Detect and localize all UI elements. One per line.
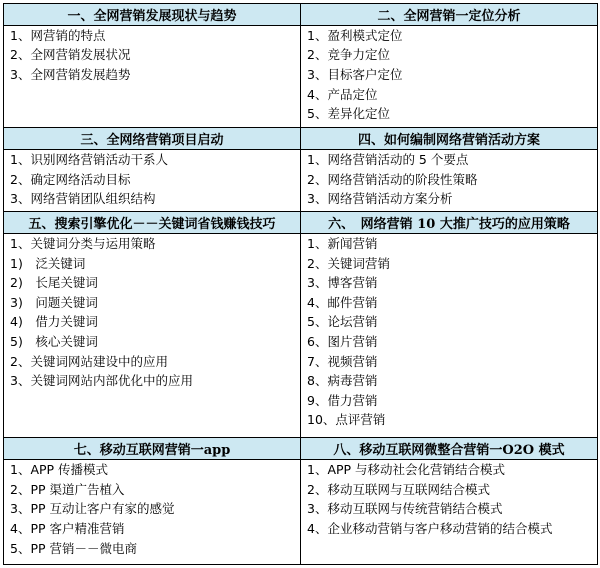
list-item: 2、全网营销发展状况 bbox=[10, 47, 131, 63]
section-content bbox=[301, 150, 598, 212]
course-outline-table bbox=[3, 3, 598, 565]
list-item: 1、新闻营销 bbox=[307, 236, 378, 252]
section-content bbox=[301, 25, 598, 128]
section-content bbox=[301, 460, 598, 565]
list-item: 1) 泛关键词 bbox=[10, 255, 86, 271]
list-item: 4、企业移动营销与客户移动营销的结合模式 bbox=[307, 520, 553, 536]
list-item: 4、邮件营销 bbox=[307, 294, 378, 310]
list-item: 3、全网营销发展趋势 bbox=[10, 66, 131, 82]
list-item: 3、PP 互动让客户有家的感觉 bbox=[10, 501, 175, 517]
header-row bbox=[4, 4, 598, 26]
list-item: 4、产品定位 bbox=[307, 86, 378, 102]
list-item: 7、视频营销 bbox=[307, 353, 378, 369]
list-item: 2、关键词网站建设中的应用 bbox=[10, 353, 168, 369]
list-item: 10、点评营销 bbox=[307, 412, 386, 428]
content-row bbox=[4, 460, 598, 565]
section-title: 四、如何编制网络营销活动方案 bbox=[301, 128, 598, 150]
section-title: 七、移动互联网营销一app bbox=[4, 438, 301, 460]
section-title: 二、全网营销一定位分析 bbox=[301, 4, 598, 26]
list-item: 3、博客营销 bbox=[307, 275, 378, 291]
list-item: 2、关键词营销 bbox=[307, 255, 390, 271]
list-item: 8、病毒营销 bbox=[307, 373, 378, 389]
list-item: 5、论坛营销 bbox=[307, 314, 378, 330]
list-item: 1、APP 与移动社会化营销结合模式 bbox=[307, 462, 506, 478]
list-item: 2、确定网络活动目标 bbox=[10, 171, 131, 187]
section-title: 一、全网营销发展现状与趋势 bbox=[4, 4, 301, 26]
section-content bbox=[4, 460, 301, 565]
header-row bbox=[4, 438, 598, 460]
section-title: 五、搜索引擎优化－－关键词省钱赚钱技巧 bbox=[4, 212, 301, 234]
content-row bbox=[4, 25, 598, 128]
list-item: 1、APP 传播模式 bbox=[10, 462, 109, 478]
content-row bbox=[4, 234, 598, 438]
list-item: 6、图片营销 bbox=[307, 334, 378, 350]
list-item: 3) 问题关键词 bbox=[10, 294, 98, 310]
list-item: 2、竞争力定位 bbox=[307, 47, 390, 63]
list-item: 2、移动互联网与互联网结合模式 bbox=[307, 481, 490, 497]
list-item: 2、网络营销活动的阶段性策略 bbox=[307, 171, 478, 187]
section-content bbox=[4, 25, 301, 128]
list-item: 1、关键词分类与运用策略 bbox=[10, 236, 156, 252]
list-item: 3、目标客户定位 bbox=[307, 66, 403, 82]
list-item: 1、网营销的特点 bbox=[10, 27, 106, 43]
list-item: 5) 核心关键词 bbox=[10, 334, 98, 350]
list-item: 5、差异化定位 bbox=[307, 106, 390, 122]
list-item: 1、网络营销活动的 5 个要点 bbox=[307, 152, 469, 168]
list-item: 1、识别网络营销活动干系人 bbox=[10, 152, 168, 168]
list-item: 2) 长尾关键词 bbox=[10, 275, 98, 291]
content-row bbox=[4, 150, 598, 212]
list-item: 3、移动互联网与传统营销结合模式 bbox=[307, 501, 503, 517]
list-item: 2、PP 渠道广告植入 bbox=[10, 481, 125, 497]
list-item: 9、借力营销 bbox=[307, 392, 378, 408]
list-item: 1、盈利模式定位 bbox=[307, 27, 403, 43]
section-content bbox=[301, 234, 598, 438]
list-item: 3、网络营销活动方案分析 bbox=[307, 191, 453, 207]
section-title: 六、 网络营销 10 大推广技巧的应用策略 bbox=[301, 212, 598, 234]
header-row bbox=[4, 212, 598, 234]
list-item: 3、网络营销团队组织结构 bbox=[10, 191, 156, 207]
section-title: 三、全网络营销项目启动 bbox=[4, 128, 301, 150]
list-item: 3、关键词网站内部优化中的应用 bbox=[10, 373, 193, 389]
section-title: 八、移动互联网微整合营销一O2O 模式 bbox=[301, 438, 598, 460]
list-item: 4) 借力关键词 bbox=[10, 314, 98, 330]
header-row bbox=[4, 128, 598, 150]
section-content bbox=[4, 150, 301, 212]
section-content bbox=[4, 234, 301, 438]
list-item: 4、PP 客户精准营销 bbox=[10, 520, 125, 536]
list-item: 5、PP 营销－－微电商 bbox=[10, 540, 138, 556]
